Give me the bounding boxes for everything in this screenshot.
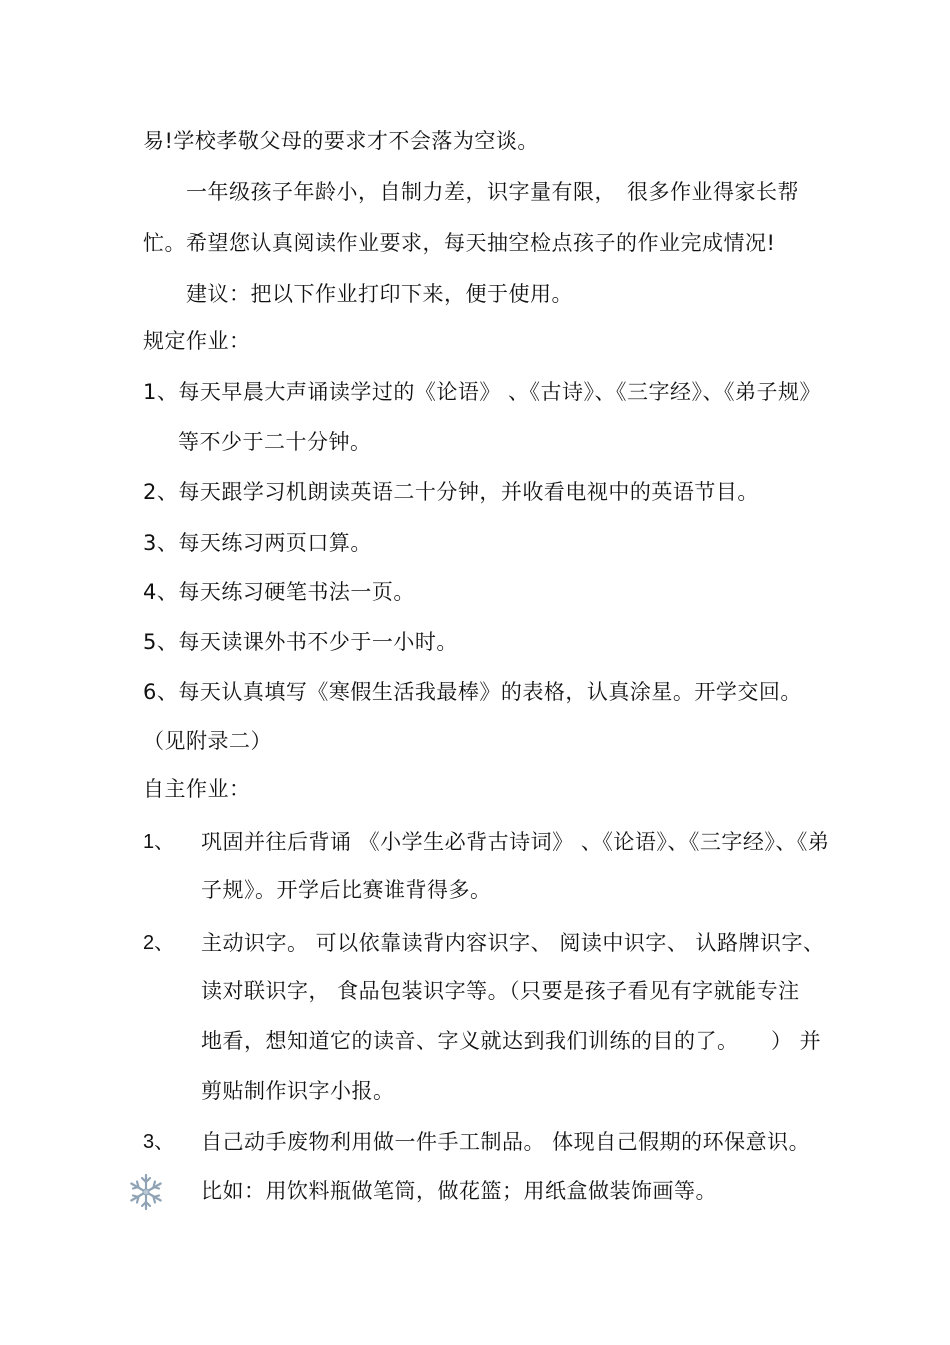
optional-item-2-line-2: 读对联识字， 食品包装识字等。（只要是孩子看见有字就能专注 <box>201 979 800 1003</box>
optional-item-1-number: 1、 <box>143 831 175 853</box>
optional-item-2-number: 2、 <box>143 932 175 954</box>
required-item-5: 5、每天读课外书不少于一小时。 <box>143 630 458 654</box>
optional-item-2-line-1: 主动识字。 可以依靠读背内容识字、 阅读中识字、 认路牌识字、 <box>201 931 825 955</box>
required-item-6: 6、每天认真填写《寒假生活我最棒》的表格，认真涂星。开学交回。 <box>143 680 802 704</box>
intro-line-2: 一年级孩子年龄小，自制力差，识字量有限， 很多作业得家长帮 <box>186 180 799 204</box>
optional-heading: 自主作业： <box>143 777 251 801</box>
required-heading: 规定作业： <box>143 329 251 353</box>
optional-item-2-line-3: 地看，想知道它的读音、字义就达到我们训练的目的了。 ） 并 <box>201 1029 822 1053</box>
required-item-1-cont: 等不少于二十分钟。 <box>178 430 372 454</box>
optional-item-1-line-2: 子规》。开学后比赛谁背得多。 <box>201 878 492 902</box>
snowflake-icon <box>126 1172 166 1212</box>
required-item-4: 4、每天练习硬笔书法一页。 <box>143 580 415 604</box>
optional-item-3-line-2: 比如：用饮料瓶做笔筒，做花篮；用纸盒做装饰画等。 <box>201 1179 717 1203</box>
required-item-2: 2、每天跟学习机朗读英语二十分钟，并收看电视中的英语节目。 <box>143 480 759 504</box>
intro-line-3: 忙。希望您认真阅读作业要求，每天抽空检点孩子的作业完成情况! <box>143 231 776 255</box>
intro-line-1: 易!学校孝敬父母的要求才不会落为空谈。 <box>143 129 539 153</box>
optional-item-2-line-4: 剪贴制作识字小报。 <box>201 1079 395 1103</box>
optional-item-3-line-1: 自己动手废物利用做一件手工制品。 体现自己假期的环保意识。 <box>201 1130 811 1154</box>
optional-item-3-number: 3、 <box>143 1131 175 1153</box>
required-item-6-note: （见附录二） <box>143 729 272 753</box>
required-item-3: 3、每天练习两页口算。 <box>143 531 372 555</box>
required-item-1: 1、每天早晨大声诵读学过的《论语》 、《古诗》、《三字经》、《弟子规》 <box>143 380 822 404</box>
intro-suggestion: 建议：把以下作业打印下来，便于使用。 <box>186 282 573 306</box>
optional-item-1-line-1: 巩固并往后背诵 《小学生必背古诗词》 、《论语》、《三字经》、《弟 <box>201 830 830 854</box>
